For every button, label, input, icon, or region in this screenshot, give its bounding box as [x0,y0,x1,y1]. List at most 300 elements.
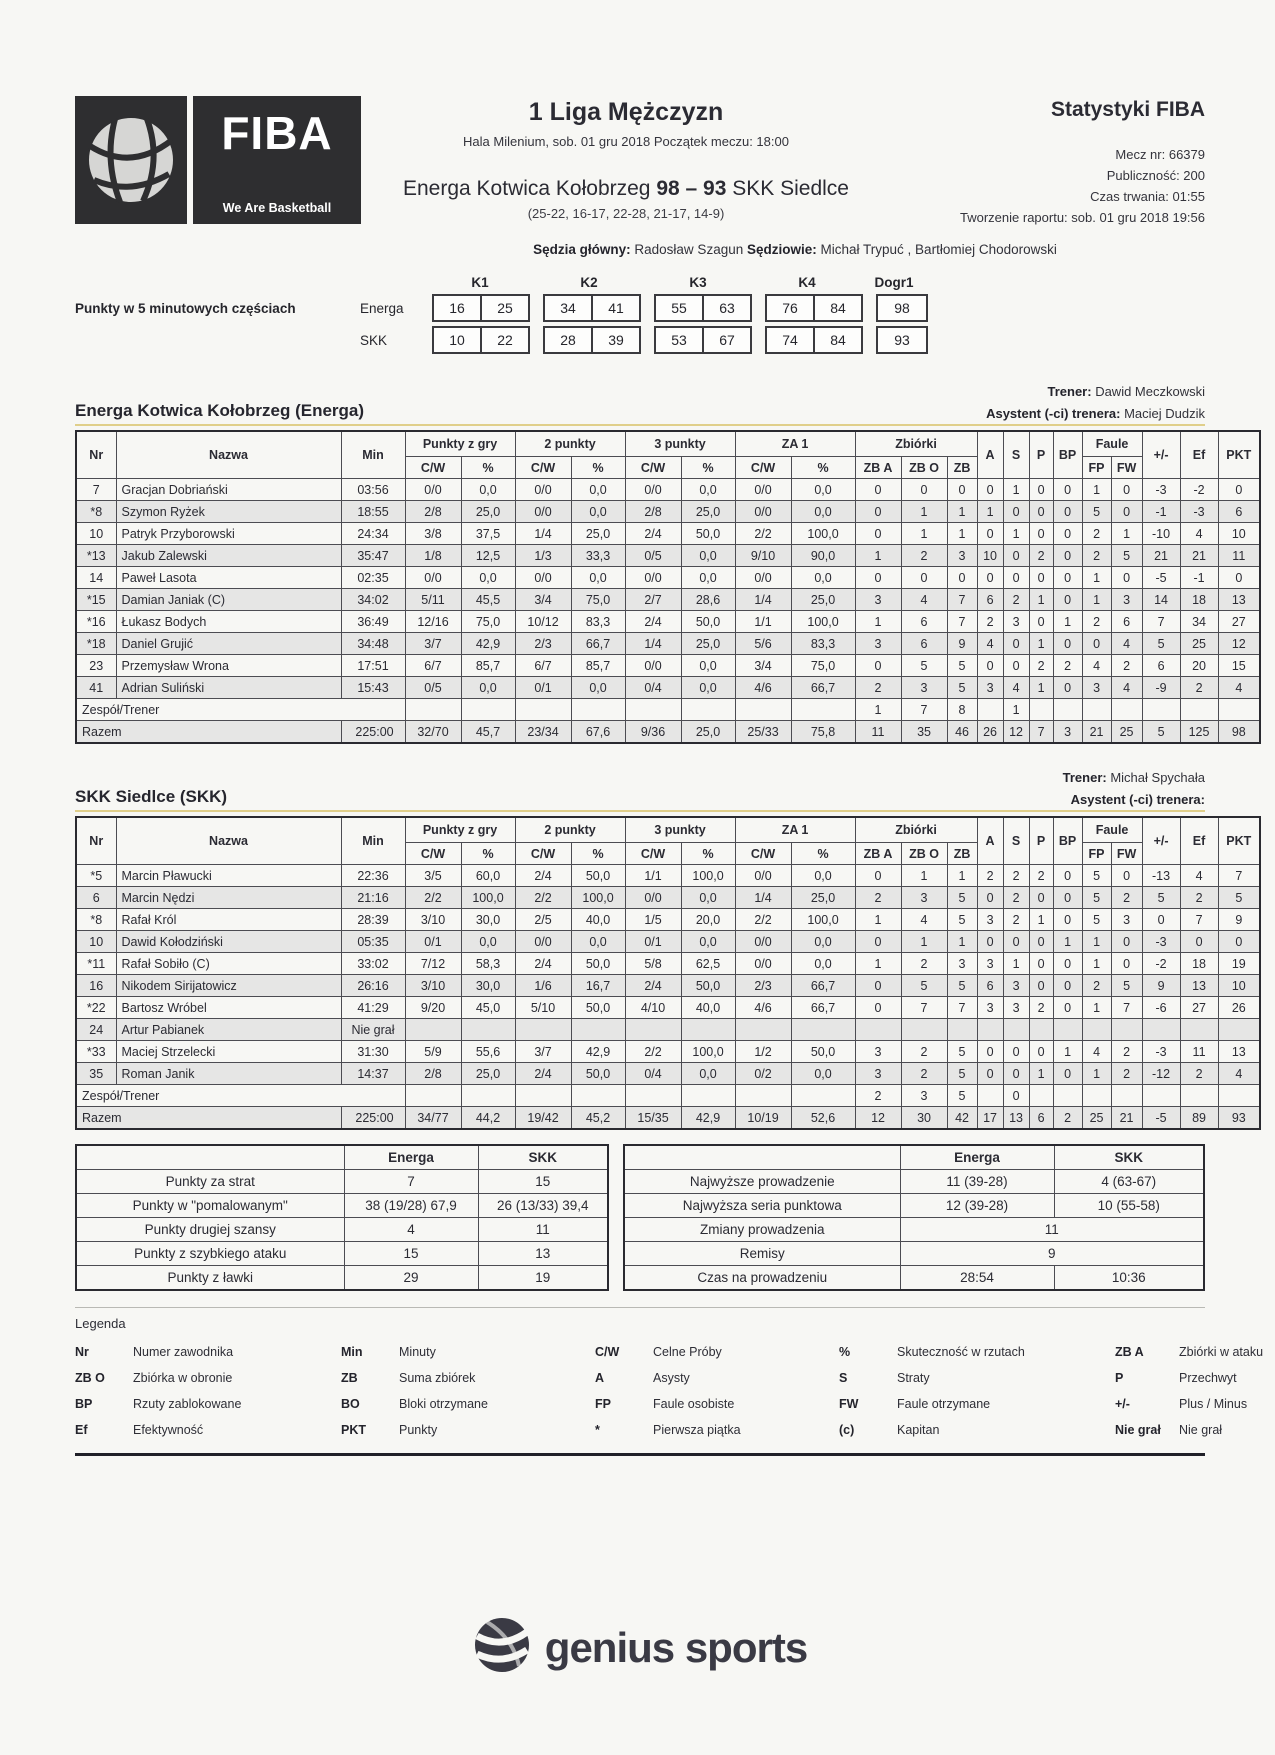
table-cell: 7 [1180,909,1218,931]
table-cell: 1 [947,865,977,887]
table-cell: 25,0 [461,1063,515,1085]
table-cell: Dawid Kołodziński [116,931,341,953]
summary-table-left [75,1144,609,1291]
table-cell: 1/8 [405,545,461,567]
table-cell: Zmiany prowadzenia [624,1218,900,1242]
table-cell: 3 [977,953,1003,975]
table-cell: 0,0 [791,1063,855,1085]
summary-empty-header [76,1145,344,1170]
period-score: 63 [719,300,735,316]
table-cell: 22:36 [341,865,405,887]
table-cell: 5/11 [405,589,461,611]
period-score: 53 [656,328,704,352]
table-cell: 1 [947,523,977,545]
table-cell: 5 [947,1063,977,1085]
table-cell: 83,3 [571,611,625,633]
table-cell: ZB O [75,1371,105,1385]
col-pct: % [571,843,625,865]
table-cell: (c) [839,1423,855,1437]
table-row [76,1218,608,1242]
table-cell: 89 [1180,1107,1218,1130]
col-fw: FW [1111,843,1142,865]
table-cell: 44,2 [461,1107,515,1130]
table-cell: 9 [1218,909,1260,931]
table-cell: 2 [1082,545,1111,567]
col-bp: BP [1053,431,1082,479]
table-cell: 34/77 [405,1107,461,1130]
table-cell: 13 [1180,975,1218,997]
team-title-row [75,787,1205,812]
table-cell: 50,0 [681,975,735,997]
col-pkt: PKT [1218,431,1260,479]
table-cell: 0,0 [681,931,735,953]
table-row [76,975,1260,997]
table-cell: -6 [1142,997,1180,1019]
stat-table-home [75,430,1261,744]
team-section-home [75,384,1252,744]
table-cell: 75,8 [791,721,855,744]
table-cell [1029,1085,1053,1107]
assistant-label: Asystent (-ci) trenera: [986,406,1121,421]
table-cell: Bloki otrzymane [399,1397,488,1411]
period-score-box [765,294,863,322]
table-cell: 12/16 [405,611,461,633]
table-cell: 28:54 [900,1266,1054,1291]
table-cell: 28:39 [341,909,405,931]
table-cell: 0 [1053,997,1082,1019]
table-cell [515,699,571,721]
summary-table-right [623,1144,1205,1291]
table-cell: 0 [1029,953,1053,975]
table-cell: 5/6 [735,633,791,655]
col-pct: % [461,457,515,479]
table-cell: 1 [901,865,947,887]
summary-away-header: SKK [478,1145,608,1170]
coach-name: Michał Spychała [1110,770,1205,785]
coach-line [75,384,1205,399]
table-cell: 25,0 [681,721,735,744]
table-cell: 38 (19/28) 67,9 [344,1194,478,1218]
table-cell: 0 [1053,633,1082,655]
table-cell: Bartosz Wróbel [116,997,341,1019]
table-cell [1082,699,1111,721]
table-cell: 4 [1111,677,1142,699]
periods-header-row [360,275,941,290]
table-cell: 4 [1218,1063,1260,1085]
table-cell: 50,0 [681,523,735,545]
attendance: Publiczność: 200 [1106,168,1205,183]
venue-line: Hala Milenium, sob. 01 gru 2018 Początek meczu: 18:00 [463,134,789,149]
period-score: 39 [608,332,624,348]
table-cell: 2 [1003,589,1029,611]
table-row [75,1339,1275,1365]
table-row [76,567,1260,589]
table-cell: 6 [977,975,1003,997]
table-cell: 0 [1003,931,1029,953]
table-cell: 16,7 [571,975,625,997]
table-cell [461,1019,515,1041]
table-cell: 3 [977,997,1003,1019]
table-cell: 3/4 [515,589,571,611]
table-cell: -3 [1142,1041,1180,1063]
table-cell: 2 [901,1041,947,1063]
table-cell: 1 [901,501,947,523]
table-cell: 2 [1180,887,1218,909]
table-cell: 1/1 [625,865,681,887]
stat-table-header [76,817,1260,865]
table-cell: 19 [1218,953,1260,975]
table-cell: 6 [901,633,947,655]
table-cell: S [839,1371,848,1385]
table-cell: 2/4 [625,611,681,633]
table-cell: 66,7 [791,975,855,997]
report-title: Statystyki FIBA [1050,98,1205,121]
table-cell: 50,0 [571,865,625,887]
table-cell: 225:00 [341,1107,405,1130]
table-row [76,633,1260,655]
table-cell: 0 [1003,633,1029,655]
table-cell: 0/0 [625,887,681,909]
col-reb: Zbiórki [855,431,977,457]
table-cell: 15 [1218,655,1260,677]
table-cell: 1 [855,909,901,931]
table-cell: 4 [1082,655,1111,677]
table-cell: 5 [1111,545,1142,567]
table-cell: 25,0 [571,523,625,545]
table-cell: 2 [1082,523,1111,545]
table-cell: 1 [1053,1041,1082,1063]
table-cell: 93 [1218,1107,1260,1130]
table-cell: 0,0 [791,953,855,975]
table-cell: 10 [1218,975,1260,997]
referees-names: Michał Trypuć , Bartłomiej Chodorowski [820,242,1057,257]
table-cell [735,699,791,721]
col-fw: FW [1111,457,1142,479]
table-cell: 83,3 [791,633,855,655]
table-cell: 11 [855,721,901,744]
col-pct: % [571,457,625,479]
table-cell: 100,0 [791,523,855,545]
table-cell: 0/1 [405,931,461,953]
table-cell: 4 [344,1218,478,1242]
period-score-box [432,294,530,322]
table-cell: 0,0 [791,567,855,589]
table-cell: Zbiórki w ataku [1179,1345,1264,1359]
table-cell: Przemysław Wrona [116,655,341,677]
table-cell: 0 [855,865,901,887]
table-cell: 42 [947,1107,977,1130]
summary-table-body [76,1170,608,1291]
table-cell: 2 [1029,997,1053,1019]
table-cell: 5 [1082,887,1111,909]
table-cell: 0 [1053,909,1082,931]
table-cell [1053,1085,1082,1107]
table-cell: 0,0 [681,1063,735,1085]
table-row [76,1170,608,1194]
col-cw: C/W [735,843,791,865]
assistant-label: Asystent (-ci) trenera: [1070,792,1205,807]
table-cell: 26 [977,721,1003,744]
table-cell: Plus / Minus [1179,1397,1248,1411]
table-cell: 0 [1053,567,1082,589]
table-cell: 0 [1003,545,1029,567]
table-cell: 0 [977,887,1003,909]
table-cell: 1 [1003,953,1029,975]
summary-section [75,1144,1205,1291]
table-cell: 34:48 [341,633,405,655]
table-cell: 3 [977,677,1003,699]
table-cell: 2/4 [515,953,571,975]
table-cell: 35:47 [341,545,405,567]
col-2p: 2 punkty [515,431,625,457]
col-ef: Ef [1180,817,1218,865]
table-cell [515,1085,571,1107]
table-cell: 3 [1003,975,1029,997]
table-cell: 1 [1029,589,1053,611]
table-cell: Nr [75,1345,89,1359]
table-cell: 4/6 [735,997,791,1019]
table-cell: 0 [1053,865,1082,887]
assistant-line [986,406,1205,421]
table-cell: 2 [1111,1063,1142,1085]
col-ft: ZA 1 [735,817,855,843]
table-cell: 41:29 [341,997,405,1019]
table-cell: Pierwsza piątka [653,1423,741,1437]
table-cell: Rzuty zablokowane [133,1397,242,1411]
table-cell: Remisy [624,1242,900,1266]
table-cell: Paweł Lasota [116,567,341,589]
table-cell [681,1019,735,1041]
table-cell: 2 [1029,865,1053,887]
table-cell: 50,0 [571,1063,625,1085]
table-cell: 2 [1029,545,1053,567]
table-cell [1142,699,1180,721]
table-cell: 3 [855,1041,901,1063]
table-cell: 2 [901,953,947,975]
table-cell: 45,7 [461,721,515,744]
table-cell: 60,0 [461,865,515,887]
table-cell: 20,0 [681,909,735,931]
table-cell: 0/5 [625,545,681,567]
table-cell: Faule osobiste [653,1397,735,1411]
table-cell: 0 [1111,567,1142,589]
table-cell: 90,0 [791,545,855,567]
table-cell: 0 [855,523,901,545]
table-cell: 2 [1053,655,1082,677]
table-cell: 42,9 [681,1107,735,1130]
table-cell: 9 [947,633,977,655]
table-cell: 12 [1003,721,1029,744]
duration: Czas trwania: 01:55 [1090,189,1205,204]
table-cell [1053,699,1082,721]
table-row [76,699,1260,721]
table-cell: 0 [855,997,901,1019]
table-cell: 0 [1029,523,1053,545]
table-cell: +/- [1115,1397,1130,1411]
table-cell: Zespół/Trener [76,1085,405,1107]
period-score-box [876,294,928,322]
table-cell: 17 [977,1107,1003,1130]
table-cell [625,699,681,721]
col-cw: C/W [515,843,571,865]
table-cell: 0 [1053,887,1082,909]
table-cell: 100,0 [791,909,855,931]
table-cell: 2 [855,1085,901,1107]
table-cell: 7 [1142,611,1180,633]
table-cell: 0 [977,655,1003,677]
table-cell: 25,0 [791,589,855,611]
table-cell: 0 [855,975,901,997]
table-cell: 14:37 [341,1063,405,1085]
table-cell: 0 [1111,953,1142,975]
table-cell: 5/8 [625,953,681,975]
col-zbo: ZB O [901,457,947,479]
table-cell: 42,9 [461,633,515,655]
table-cell: 3 [855,1063,901,1085]
brand-text: genius sports [544,1623,808,1671]
table-cell: 11 [478,1218,608,1242]
summary-empty-header [624,1145,900,1170]
table-cell: 1 [901,931,947,953]
table-cell: 9 [900,1242,1204,1266]
table-cell: 18 [1180,953,1218,975]
table-cell [1218,1019,1260,1041]
col-pct: % [461,843,515,865]
table-cell [625,1019,681,1041]
table-cell [1111,1085,1142,1107]
table-cell: 1 [1029,1063,1053,1085]
table-cell: 66,7 [791,677,855,699]
table-cell [1053,1019,1082,1041]
table-cell: 0 [1029,567,1053,589]
table-cell: *18 [76,633,116,655]
col-reb: Zbiórki [855,817,977,843]
table-cell: 66,7 [791,997,855,1019]
table-cell: 3 [1053,721,1082,744]
table-cell: 12 (39-28) [900,1194,1054,1218]
table-cell: 3 [947,953,977,975]
col-bp: BP [1053,817,1082,865]
table-cell: 13 [1003,1107,1029,1130]
table-cell: 2 [1082,611,1111,633]
table-cell: -2 [1180,479,1218,501]
table-cell: 0,0 [461,567,515,589]
table-cell [625,1085,681,1107]
table-cell: 5 [1142,887,1180,909]
fiba-wordmark [193,96,361,224]
period-score: 98 [894,300,910,316]
col-cw: C/W [405,843,461,865]
table-cell: 10/19 [735,1107,791,1130]
table-cell: Łukasz Bodych [116,611,341,633]
table-cell: 5 [1082,909,1111,931]
table-cell: 34 [1180,611,1218,633]
table-cell: 0 [855,931,901,953]
table-cell: 7 [901,997,947,1019]
table-cell: 16 [76,975,116,997]
table-cell: 0,0 [461,479,515,501]
table-cell: 0/0 [735,931,791,953]
table-cell: 7/12 [405,953,461,975]
table-cell: 7 [76,479,116,501]
table-cell: 2 [855,887,901,909]
table-cell: 1 [1003,523,1029,545]
table-cell: 5 [947,887,977,909]
table-cell: 17:51 [341,655,405,677]
table-cell: 9/20 [405,997,461,1019]
table-cell [1082,1085,1111,1107]
table-cell: -13 [1142,865,1180,887]
summary-home-header: Energa [900,1145,1054,1170]
col-zba: ZB A [855,457,901,479]
table-cell: 2 [1029,655,1053,677]
table-cell: 2 [901,1063,947,1085]
table-cell: 25 [1082,1107,1111,1130]
period-score: 67 [719,332,735,348]
col-fg: Punkty z gry [405,817,515,843]
table-cell: Asysty [653,1371,690,1385]
table-cell: 5 [901,655,947,677]
table-cell [571,1019,625,1041]
table-cell: 0/0 [515,567,571,589]
table-cell: 0 [1029,479,1053,501]
table-cell: -12 [1142,1063,1180,1085]
table-cell: 13 [1218,589,1260,611]
table-cell: 0 [1218,479,1260,501]
table-cell: 0 [1180,931,1218,953]
table-cell: 5 [1082,865,1111,887]
periods-grid [360,275,941,358]
table-cell: 0 [855,501,901,523]
table-cell: -3 [1180,501,1218,523]
table-cell: Celne Próby [653,1345,722,1359]
period-header-ot: Dogr1 [874,275,914,290]
divider [75,1307,1205,1308]
match-score-line [367,177,885,201]
table-cell: 1 [855,699,901,721]
table-cell: 5 [947,677,977,699]
legend-body [75,1339,1275,1443]
table-cell: 2/8 [625,501,681,523]
fiba-tagline: We Are Basketball [222,201,332,215]
table-cell: Ef [75,1423,88,1437]
table-cell: 75,0 [571,589,625,611]
table-cell: -1 [1180,567,1218,589]
col-pkt: PKT [1218,817,1260,865]
table-row [624,1218,1204,1242]
table-cell [1218,1085,1260,1107]
table-cell: 1/1 [735,611,791,633]
table-cell: 0 [1053,1063,1082,1085]
table-cell [571,1085,625,1107]
table-cell: 0,0 [681,677,735,699]
table-cell: Gracjan Dobriański [116,479,341,501]
table-cell: Skuteczność w rzutach [897,1345,1025,1359]
table-row [76,677,1260,699]
table-cell: FP [595,1397,611,1411]
table-cell: 4/10 [625,997,681,1019]
table-cell: 0 [1029,887,1053,909]
table-cell: 1 [1082,479,1111,501]
table-row [76,953,1260,975]
table-cell: 2/3 [735,975,791,997]
table-cell: 55,6 [461,1041,515,1063]
table-cell: Najwyższe prowadzenie [624,1170,900,1194]
table-cell: 0 [977,523,1003,545]
table-cell: -3 [1142,479,1180,501]
table-cell: 21 [1082,721,1111,744]
table-cell: Razem [76,721,341,744]
